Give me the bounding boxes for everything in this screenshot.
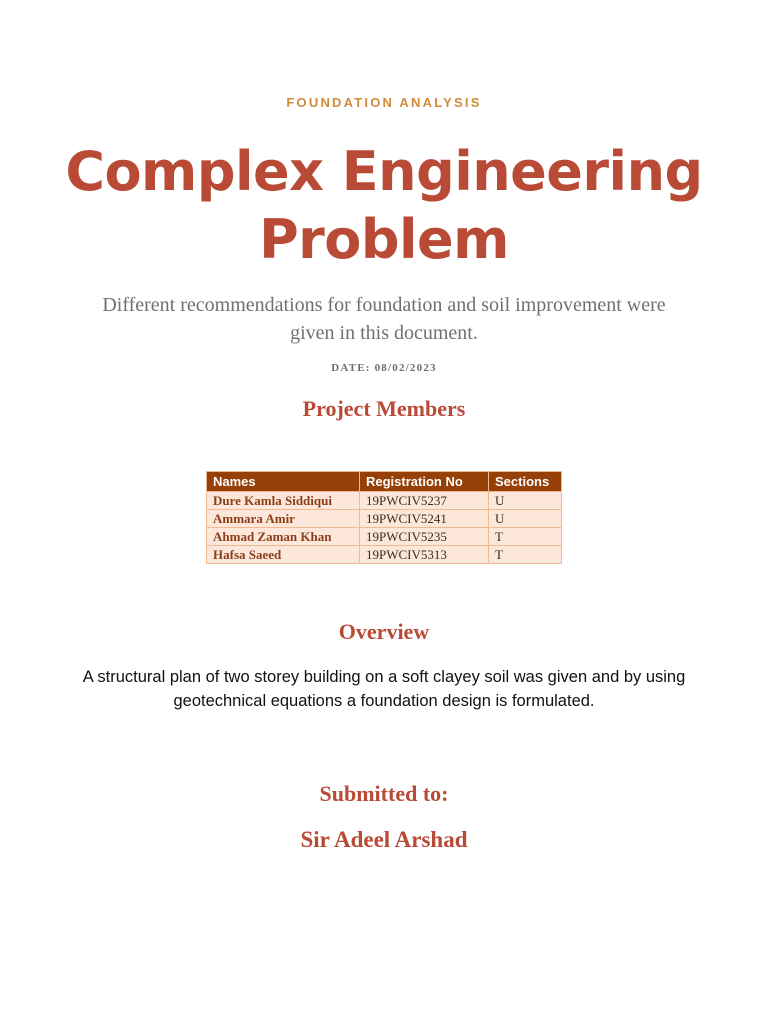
- column-header-sections: Sections: [489, 472, 562, 492]
- column-header-names: Names: [207, 472, 360, 492]
- member-name: Ahmad Zaman Khan: [207, 528, 360, 546]
- member-section: U: [489, 510, 562, 528]
- column-header-registration: Registration No: [360, 472, 489, 492]
- overview-heading: Overview: [338, 619, 430, 644]
- table-row: [207, 510, 562, 528]
- overview-text: A structural plan of two storey building on a soft clayey soil was given and by using geotechnical equations a foundation design is formulated.: [82, 668, 686, 710]
- table-header-row: [207, 472, 562, 492]
- table-row: [207, 492, 562, 510]
- member-registration: 19PWCIV5241: [360, 510, 489, 528]
- table-row: [207, 528, 562, 546]
- member-name: Ammara Amir: [207, 510, 360, 528]
- document-title: Complex Engineering Problem: [65, 140, 703, 271]
- members-table: [206, 471, 562, 564]
- member-registration: 19PWCIV5313: [360, 546, 489, 564]
- project-members-heading: Project Members: [302, 396, 466, 421]
- submitted-to-heading: Submitted to:: [319, 781, 449, 806]
- member-registration: 19PWCIV5237: [360, 492, 489, 510]
- document-subtitle: Different recommendations for foundation and soil improvement were given in this document.: [102, 294, 666, 344]
- member-registration: 19PWCIV5235: [360, 528, 489, 546]
- document-kicker: FOUNDATION ANALYSIS: [286, 95, 482, 110]
- member-name: Hafsa Saeed: [207, 546, 360, 564]
- member-section: U: [489, 492, 562, 510]
- member-name: Dure Kamla Siddiqui: [207, 492, 360, 510]
- member-section: T: [489, 528, 562, 546]
- member-section: T: [489, 546, 562, 564]
- document-date: DATE: 08/02/2023: [331, 362, 437, 374]
- table-row: [207, 546, 562, 564]
- recipient-name: Sir Adeel Arshad: [300, 827, 468, 852]
